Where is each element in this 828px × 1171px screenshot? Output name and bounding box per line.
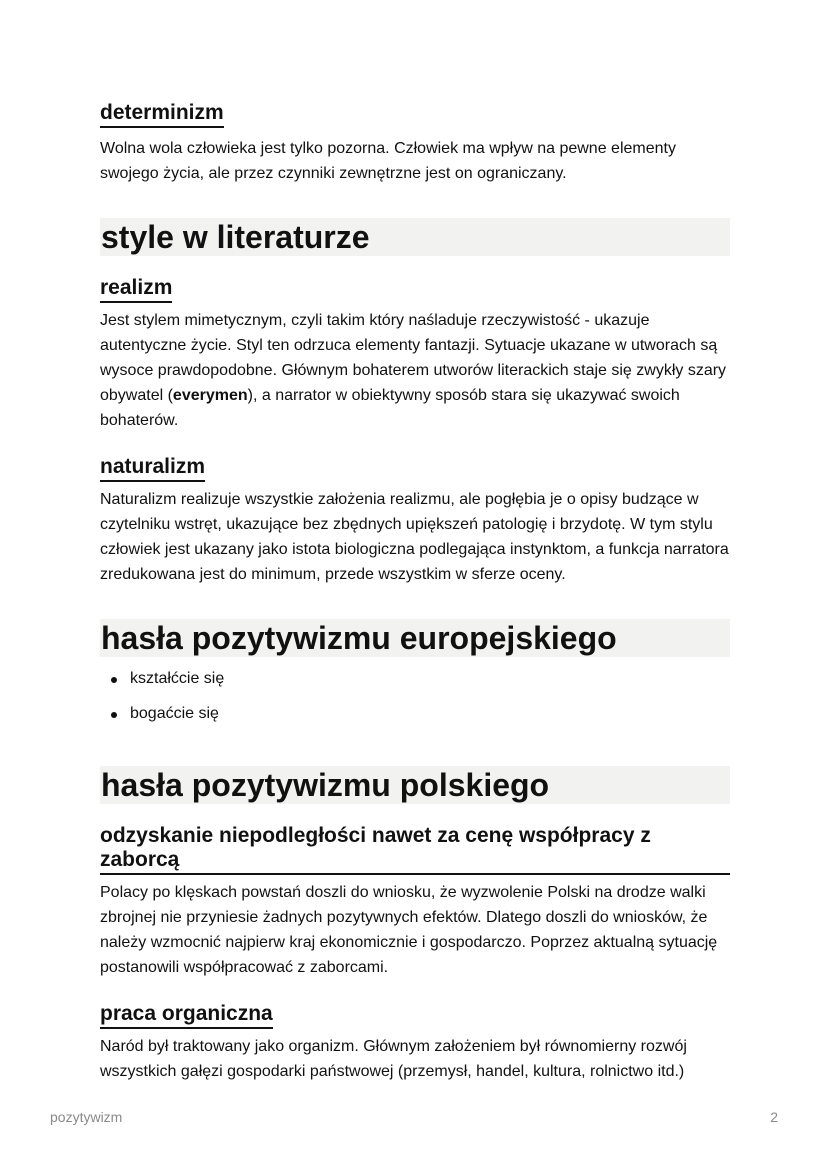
paragraph-realizm bbox=[100, 308, 730, 433]
list-item: bogaćcie się bbox=[100, 702, 730, 726]
footer-page-number: 2 bbox=[770, 1109, 778, 1125]
realizm-text-after: ), a narrator w obiektywny sposób stara się ukazywać swoich bohaterów. bbox=[100, 387, 680, 429]
document-page bbox=[100, 0, 730, 1084]
heading-style-w-literaturze: style w literaturze bbox=[100, 218, 730, 256]
footer-document-title: pozytywizm bbox=[50, 1109, 123, 1125]
realizm-bold-everymen: everymen bbox=[172, 387, 248, 404]
heading-praca-organiczna: praca organiczna bbox=[100, 1002, 273, 1029]
paragraph-naturalizm: Naturalizm realizuje wszystkie założenia realizmu, ale pogłębia je o opisy budzące w czytelniku wstręt, ukazujące bez zbędnych upiększeń patologię i brzydotę. W tym stylu człowiek jest ukazany jako istota biologiczna podlegająca instynktom, a funkcja narratora zredukowana jest do minimum, przede wszystkim w sferze oceny. bbox=[100, 491, 729, 583]
heading-realizm: realizm bbox=[100, 276, 172, 303]
heading-odzyskanie-niepodleglosci: odzyskanie niepodległości nawet za cenę współpracy z zaborcą bbox=[100, 824, 730, 875]
heading-naturalizm: naturalizm bbox=[100, 455, 205, 482]
list-item: kształćcie się bbox=[100, 667, 730, 691]
heading-hasla-polskiego: hasła pozytywizmu polskiego bbox=[100, 766, 730, 804]
paragraph-odzyskanie: Polacy po klęskach powstań doszli do wniosku, że wyzwolenie Polski na drodze walki zbrojnej nie przyniesie żadnych pozytywnych efektów. Dlatego doszli do wniosków, że należy wzmocnić najpierw kraj ekonomicznie i gospodarczo. Poprzez aktualną sytuację postanowili współpracować z zaborcami. bbox=[100, 884, 718, 976]
paragraph-praca-organiczna: Naród był traktowany jako organizm. Głównym założeniem był równomierny rozwój wszystkich gałęzi gospodarki państwowej (przemysł, handel, kultura, rolnictwo itd.) bbox=[100, 1038, 687, 1080]
list-hasla-europejskiego bbox=[100, 667, 730, 726]
paragraph-determinizm: Wolna wola człowieka jest tylko pozorna. Człowiek ma wpływ na pewne elementy swojego życia, ale przez czynniki zewnętrzne jest on ograniczany. bbox=[100, 140, 676, 182]
heading-determinizm: determinizm bbox=[100, 101, 224, 128]
realizm-text-before: Jest stylem mimetycznym, czyli takim który naśladuje rzeczywistość - ukazuje autentyczne życie. Styl ten odrzuca elementy fantazji. Sytuacje ukazane w utworach są wysoce prawdopodobne. Głównym bohaterem utworów literackich staje się zwykły szary obywatel ( bbox=[100, 312, 727, 404]
heading-hasla-europejskiego: hasła pozytywizmu europejskiego bbox=[100, 619, 730, 657]
